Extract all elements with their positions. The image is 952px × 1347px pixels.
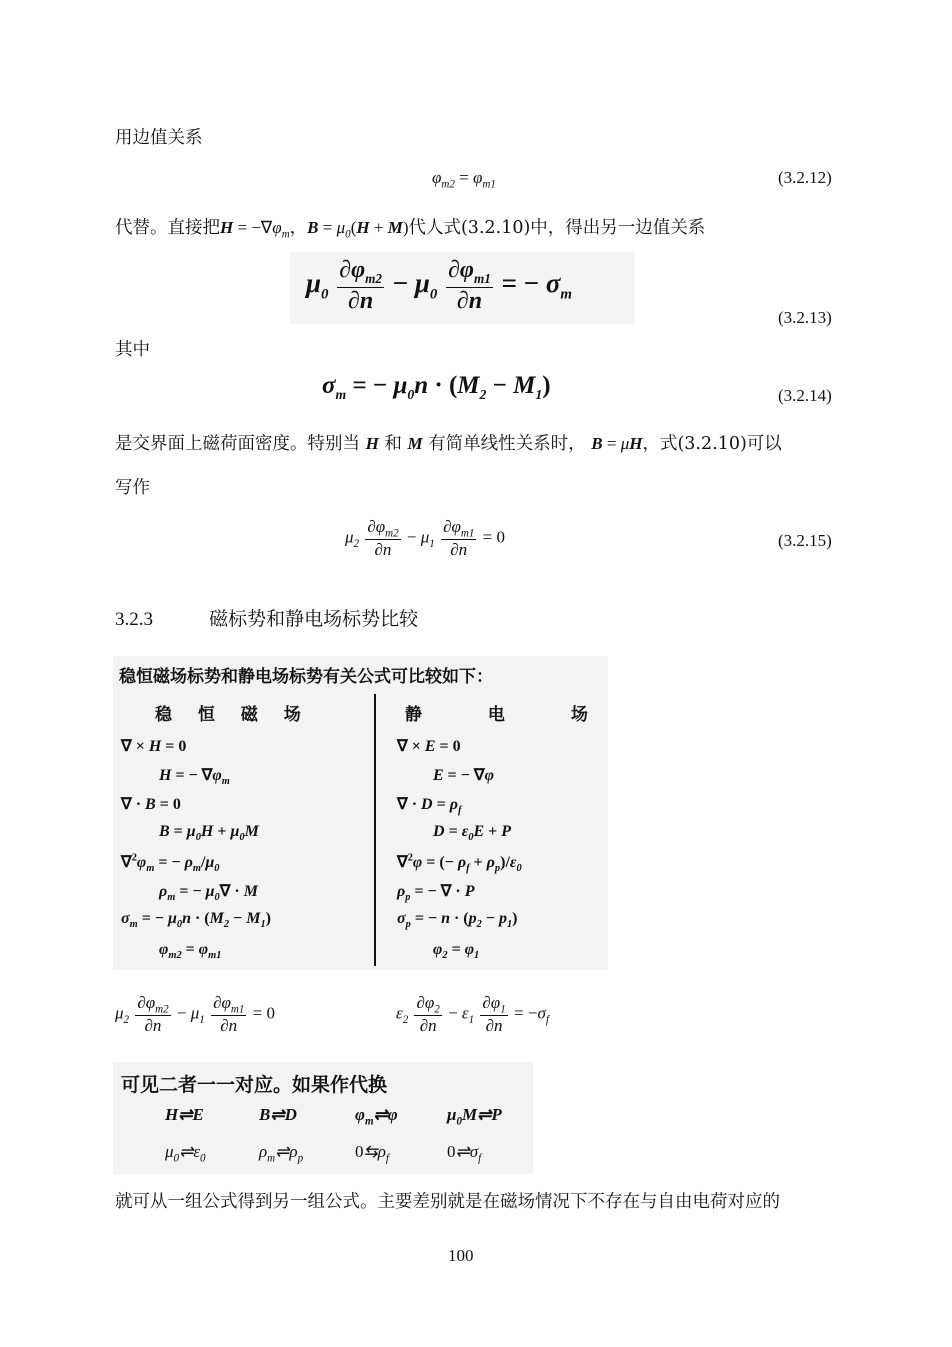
right-row: $\rho_p$ = − ∇ · P: [397, 883, 475, 904]
substitution-scan: [113, 1062, 533, 1174]
inline-formula: $H = -\nabla\varphi_m$: [220, 218, 290, 241]
column-divider: [374, 694, 376, 966]
section-number: 3.2.3: [115, 609, 153, 630]
equation-number-3-2-13: (3.2.13): [778, 308, 832, 327]
left-row: $\varphi_{m2} = \varphi_{m1}$: [159, 941, 222, 962]
paragraph-conclusion: 就可从一组公式得到另一组公式。主要差别就是在磁场情况下不存在与自由电荷对应的: [115, 1192, 780, 1212]
right-row: $\varphi_2 = \varphi_1$: [433, 941, 480, 962]
left-row: ∇ × H = 0: [121, 738, 187, 755]
left-row: H = − $\nabla\varphi_m$: [159, 767, 230, 788]
comparison-intro: 稳恒磁场标势和静电场标势有关公式可比较如下：: [119, 667, 493, 687]
right-row: $D = \varepsilon_0E + P$: [433, 823, 512, 844]
equation-3-2-13-scan: [290, 252, 635, 324]
equation-3-2-14: $\sigma_m$ = − $\mu_0n \cdot (M_2 - M_1)$: [322, 372, 551, 402]
equation-3-2-12: $\varphi_{m2} = \varphi_{m1}$: [432, 168, 496, 191]
equation-3-2-15: $\mu_2$ $\frac{\partial\varphi_{m2}}{\partial n}$ − $\mu_1$ $\frac{\partial\varphi_{m1}}{\partial n}$ = 0: [345, 517, 505, 560]
symbol-M: M: [407, 434, 423, 453]
substitution-intro: 可见二者一一对应。如果作代换: [121, 1074, 388, 1096]
paragraph-linear-relation: [115, 430, 782, 455]
equation-number-3-2-12: (3.2.12): [778, 168, 832, 187]
right-row: ∇$^2$φ = (− $\rho_f + \rho_p)/\varepsilon_0$: [397, 852, 522, 875]
bottom-left-equation: $\mu_2$ $\frac{\partial\varphi_{m2}}{\partial n}$ − $\mu_1$ $\frac{\partial\varphi_{m1}}{\partial n}$ = 0: [115, 993, 275, 1036]
substitution-pair: $\mu_0M\rightleftharpoons P$: [447, 1105, 502, 1128]
substitution-pair: $\mu_0\rightleftharpoons\varepsilon_0$: [165, 1142, 206, 1165]
paragraph-where: 其中: [115, 340, 150, 360]
left-row: ∇ · B = 0: [121, 796, 181, 813]
equation-3-2-13: $\mu_0$ $\frac{\partial\varphi_{m2}}{\partial n}$ − $\mu_0$ $\frac{\partial\varphi_{m1}}{\partial n}$ = − $\sigma_m$: [306, 257, 572, 314]
substitution-pair: $0⇆\rho_f$: [355, 1142, 389, 1165]
right-row: $\sigma_p$ = − $n \cdot (p_2 - p_1)$: [397, 910, 518, 931]
paragraph-intro: 用边值关系: [115, 128, 203, 148]
section-heading: [115, 604, 418, 631]
paragraph-text: 代替。直接把: [115, 218, 220, 238]
left-column-header: 稳 恒 磁 场: [155, 705, 311, 725]
paragraph-substitution: [115, 214, 705, 240]
inline-formula: $B = \mu_0(H + M)$: [307, 218, 409, 241]
separator: ，: [289, 218, 308, 238]
substitution-pair: H⇌E: [165, 1105, 204, 1124]
substitution-pair: B⇌D: [259, 1105, 297, 1124]
substitution-pair: $\rho_m\rightleftharpoons\rho_p$: [259, 1142, 304, 1165]
page-number: 100: [448, 1246, 474, 1265]
comparison-table-scan: [113, 656, 618, 970]
bottom-right-equation: $\varepsilon_2$ $\frac{\partial\varphi_2}{\partial n}$ − $\varepsilon_1$ $\frac{\partial\varphi_1}{\partial n}$ = $-\sigma_f$: [396, 993, 549, 1036]
paragraph-text: 和: [384, 434, 402, 454]
equation-number-3-2-14: (3.2.14): [778, 386, 832, 405]
paragraph-text: 是交界面上磁荷面密度。特别当: [115, 434, 360, 454]
paragraph-text: 有简单线性关系时，: [428, 434, 586, 454]
left-row: $\rho_m$ = − $\mu_0\nabla \cdot M$: [159, 883, 258, 904]
left-row: $\nabla^2\varphi_m$ = − $\rho_m/\mu_0$: [121, 852, 220, 875]
inline-formula: B = μH: [591, 434, 643, 453]
right-row: ∇ × E = 0: [397, 738, 461, 755]
section-title: 磁标势和静电场标势比较: [209, 608, 419, 630]
substitution-pair: $0\rightleftharpoons\sigma_f$: [447, 1142, 482, 1165]
equation-number-3-2-15: (3.2.15): [778, 531, 832, 550]
left-row: $B = \mu_0H + \mu_0M$: [159, 823, 259, 844]
paragraph-text: 代人式(3.2.10)中，得出另一边值关系: [408, 218, 706, 238]
paragraph-text: ，式(3.2.10)可以: [642, 434, 782, 454]
paragraph-write-as: 写作: [115, 478, 150, 498]
substitution-pair: $\varphi_m\rightleftharpoons\varphi$: [355, 1105, 398, 1128]
right-row: E = − ∇φ: [433, 767, 494, 784]
left-row: $\sigma_m$ = − $\mu_0n \cdot (M_2 - M_1)$: [121, 910, 271, 931]
right-column-header: 静 电 场: [405, 705, 618, 725]
right-row: ∇ · $D = \rho_f$: [397, 796, 462, 817]
symbol-H: H: [365, 434, 379, 453]
